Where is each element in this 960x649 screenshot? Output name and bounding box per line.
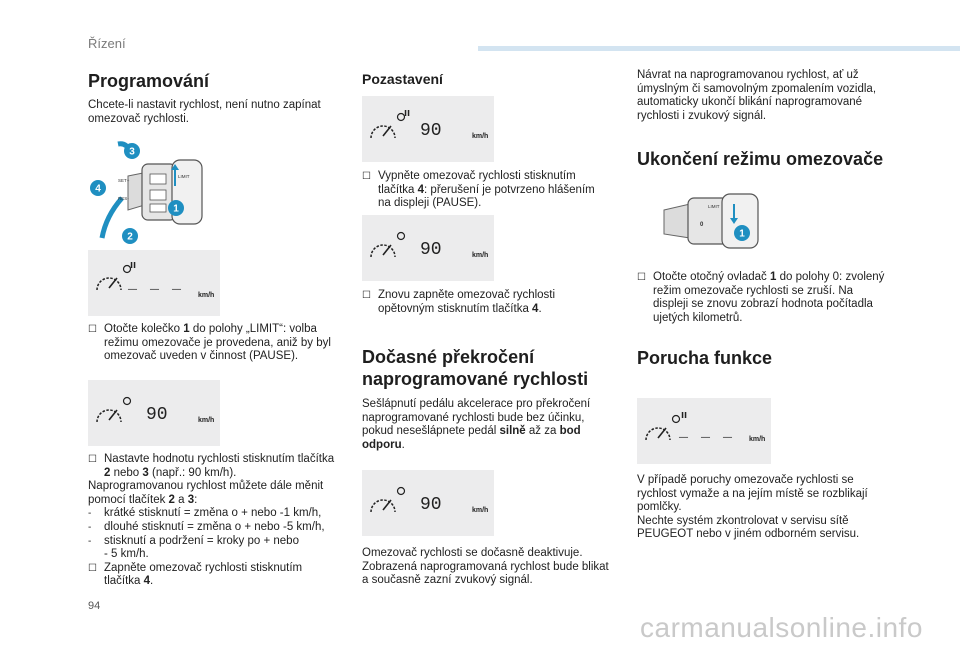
speedometer-icon <box>93 264 133 294</box>
stalk-label-res: RES- <box>118 196 129 201</box>
speed-limiter-stalk-illustration <box>88 138 222 250</box>
svg-text:3: 3 <box>129 146 135 158</box>
unit-kmh: km/h <box>749 436 766 443</box>
speedometer-icon <box>367 231 407 261</box>
callout-1 <box>734 225 750 241</box>
pause-icon: ıı <box>130 259 137 271</box>
display-resume-90 <box>362 215 494 281</box>
pause-icon: ıı <box>404 107 411 119</box>
end-mode-step: ☐ Otočte otočný ovladač 1 do polohy 0: zvolený režim omezovače rychlosti se zruší. Na displeji se znovu zobrazí hodnota počítadla ujetých kilometrů. <box>637 271 885 324</box>
display-90 <box>88 380 220 446</box>
dash-item-long: dlouhé stisknutí = změna o + nebo -5 km/h, <box>104 520 325 533</box>
speed-value: 90 <box>420 495 442 515</box>
dashes-value: _ _ _ <box>128 276 184 293</box>
unit-kmh: km/h <box>472 133 489 140</box>
header-bar <box>478 46 960 51</box>
unit-kmh: km/h <box>472 507 489 514</box>
programming-intro: Chcete-li nastavit rychlost, není nutno zapínat omezovač rychlosti. <box>88 99 321 125</box>
malfunction-heading: Porucha funkce <box>637 348 773 368</box>
callout-2 <box>122 228 138 244</box>
display-override-90 <box>362 470 494 536</box>
stalk-label-set: SET+ <box>118 178 130 183</box>
override-deactivation-text: Omezovač rychlosti se dočasně deaktivuje. Zobrazená naprogramovaná rychlost bude blikat a současně zazní zvukový signál. <box>362 547 609 587</box>
speedometer-icon <box>367 112 407 142</box>
pause-step-2: ☐ Znovu zapněte omezovač rychlosti opětovným stisknutím tlačítka 4. <box>362 289 556 315</box>
pause-heading: Pozastavení <box>362 71 443 87</box>
speed-value: 90 <box>420 121 442 141</box>
dash-item-short: krátké stisknutí = změna o + nebo -1 km/h, <box>104 507 322 520</box>
dashes-value: _ _ _ <box>679 424 735 441</box>
svg-text:1: 1 <box>173 203 179 215</box>
page-number: 94 <box>88 600 101 612</box>
override-paragraph: Sešlápnutí pedálu akcelerace pro překročení naprogramované rychlosti bude bez účinku, pokud nesešlápnete pedál silně až za bod odporu. <box>362 398 591 451</box>
svg-text:4: 4 <box>95 183 101 195</box>
callout-1 <box>168 200 184 216</box>
bullet-icon: ☐ <box>637 272 646 283</box>
watermark: carmanualsonline.info <box>640 612 923 643</box>
return-speed-text: Návrat na naprogramovanou rychlost, ať už úmyslným či samovolným zpomalením vozidla, automaticky ukončí blikání naprogramované rychlosti i zvukový signál. <box>637 69 877 122</box>
pause-step-1: ☐ Vypněte omezovač rychlosti stisknutím tlačítka 4: přerušení je potvrzeno hlášením na displeji (PAUSE). <box>362 170 595 210</box>
display-dashes <box>88 250 220 316</box>
unit-kmh: km/h <box>472 252 489 259</box>
step-1: ☐ Otočte kolečko 1 do polohy „LIMIT“: volba režimu omezovače je provedena, aniž by byl omezovač uveden v činnost (PAUSE). <box>88 323 331 363</box>
bullet-icon: ☐ <box>362 290 371 301</box>
speedometer-icon <box>93 396 133 426</box>
bullet-icon: ☐ <box>362 171 371 182</box>
override-heading: Dočasné překročení naprogramované rychlosti <box>362 347 589 389</box>
speedometer-icon <box>367 486 407 516</box>
end-mode-heading: Ukončení režimu omezovače <box>637 149 884 169</box>
unit-kmh: km/h <box>198 292 215 299</box>
stalk-zero-illustration <box>660 190 766 252</box>
speed-value: 90 <box>420 240 442 260</box>
speed-value: 90 <box>146 405 168 425</box>
display-pause-90 <box>362 96 494 162</box>
display-malfunction <box>637 398 771 464</box>
callout-3 <box>124 143 140 159</box>
svg-text:1: 1 <box>739 228 745 240</box>
stalk-label-zero: 0 <box>700 222 704 228</box>
bullet-icon: ☐ <box>88 454 97 465</box>
speedometer-icon <box>642 414 682 444</box>
stalk-label-limit: LIMIT <box>178 174 190 179</box>
bullet-icon: ☐ <box>88 324 97 335</box>
section-label: Řízení <box>88 36 126 51</box>
step-2-block: ☐ Nastavte hodnotu rychlosti stisknutím tlačítka 2 nebo 3 (např.: 90 km/h). Naprogramovanou rychlost můžete dále měnit pomocí tlačítek 2 a 3: - krátké stisknutí = změna o + nebo -1 km/h, - dlouhé stisknutí = změna o + nebo -5 km/h, - stisknutí a podržení = kroky po + nebo - 5 km/h. ☐ Zapněte omezovač rychlosti stisknutím tlačítka 4. <box>88 453 335 588</box>
dash-item-hold: stisknutí a podržení = kroky po + nebo - 5 km/h. <box>104 534 299 561</box>
malfunction-text: V případě poruchy omezovače rychlosti se rychlost vymaže a na jejím místě se rozblikají pomlčky. Nechte systém zkontrolovat v servisu sítě PEUGEOT nebo v jiném odborném servisu. <box>637 474 868 541</box>
programming-heading: Programování <box>88 71 210 91</box>
pause-icon: ıı <box>681 409 688 421</box>
svg-text:2: 2 <box>127 231 133 243</box>
unit-kmh: km/h <box>198 417 215 424</box>
callout-4 <box>90 180 106 196</box>
stalk-label-limit: LIMIT <box>708 204 720 209</box>
bullet-icon: ☐ <box>88 562 97 574</box>
